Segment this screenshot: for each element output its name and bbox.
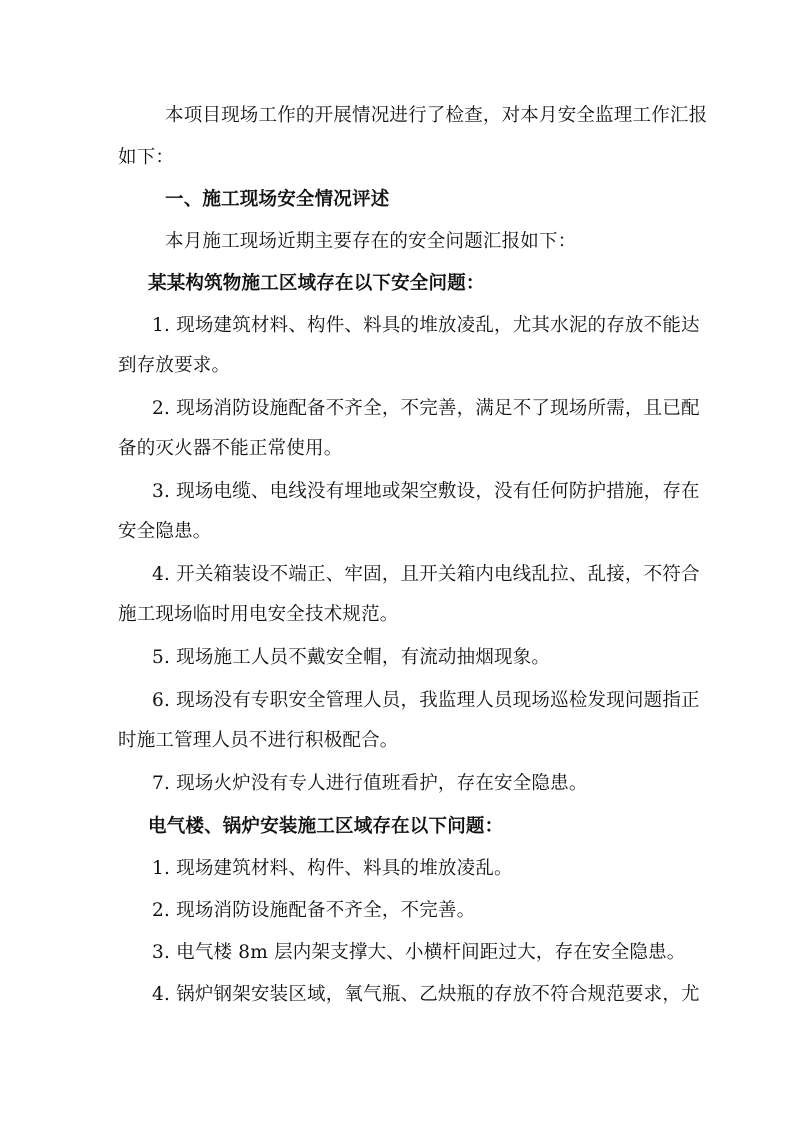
area1-item-4-line-2: 施工现场临时用电安全技术规范。 bbox=[118, 604, 399, 625]
area1-item-1-line-2: 到存放要求。 bbox=[118, 355, 231, 376]
area1-item-6-line-1: 6. 现场没有专职安全管理人员，我监理人员现场巡检发现问题指正 bbox=[152, 690, 700, 711]
area2-item-1-line-1: 1. 现场建筑材料、构件、料具的堆放凌乱。 bbox=[152, 858, 513, 879]
area2-item-4-line-1: 4. 锅炉钢架安装区域，氧气瓶、乙炔瓶的存放不符合规范要求，尤 bbox=[152, 984, 700, 1005]
section-heading: 一、施工现场安全情况评述 bbox=[165, 189, 390, 210]
area2-heading: 电气楼、锅炉安装施工区域存在以下问题： bbox=[148, 816, 504, 837]
area2-item-2-line-1: 2. 现场消防设施配备不齐全，不完善。 bbox=[152, 900, 476, 921]
area2-item-3-line-1: 3. 电气楼 8m 层内架支撑大、小横杆间距过大，存在安全隐患。 bbox=[152, 942, 686, 963]
summary-text: 本月施工现场近期主要存在的安全问题汇报如下： bbox=[165, 231, 577, 252]
area1-item-3-line-2: 安全隐患。 bbox=[118, 521, 212, 542]
area1-item-4-line-1: 4. 开关箱装设不端正、牢固，且开关箱内电线乱拉、乱接，不符合 bbox=[152, 564, 700, 585]
area1-heading: 某某构筑物施工区域存在以下安全问题： bbox=[148, 273, 485, 294]
area1-item-1-line-1: 1. 现场建筑材料、构件、料具的堆放凌乱，尤其水泥的存放不能达 bbox=[152, 315, 700, 336]
area1-item-7-line-1: 7. 现场火炉没有专人进行值班看护，存在安全隐患。 bbox=[152, 773, 588, 794]
area1-item-2-line-2: 备的灭火器不能正常使用。 bbox=[118, 438, 343, 459]
area1-item-3-line-1: 3. 现场电缆、电线没有埋地或架空敷设，没有任何防护措施，存在 bbox=[152, 481, 700, 502]
intro-line-1: 本项目现场工作的开展情况进行了检查，对本月安全监理工作汇报 bbox=[165, 105, 708, 126]
intro-line-2: 如下： bbox=[118, 147, 175, 168]
area1-item-6-line-2: 时施工管理人员不进行积极配合。 bbox=[118, 730, 399, 751]
area1-item-5-line-1: 5. 现场施工人员不戴安全帽，有流动抽烟现象。 bbox=[152, 647, 551, 668]
area1-item-2-line-1: 2. 现场消防设施配备不齐全，不完善，满足不了现场所需，且已配 bbox=[152, 398, 700, 419]
